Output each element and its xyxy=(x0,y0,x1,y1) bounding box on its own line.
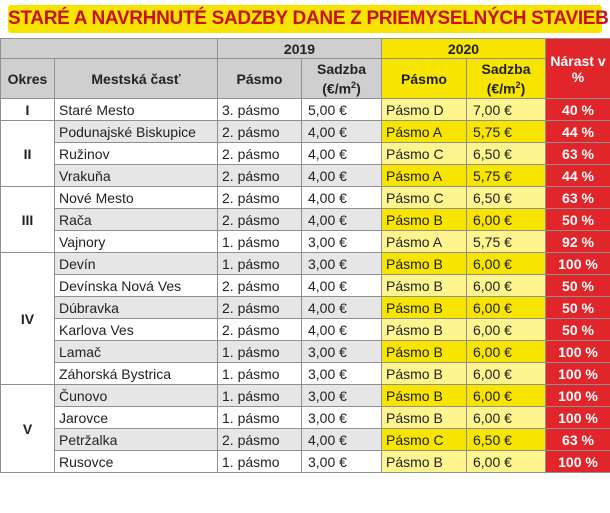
rate-2019-cell: 4,00 € xyxy=(302,187,382,209)
rate-2020-cell: 6,00 € xyxy=(467,319,546,341)
zone-2019-cell: 1. pásmo xyxy=(218,341,302,363)
header-year-2020: 2020 xyxy=(382,39,546,59)
table-row xyxy=(1,209,610,231)
district-cell: Jarovce xyxy=(55,407,218,429)
rate-2020-cell: 6,50 € xyxy=(467,429,546,451)
okres-cell: III xyxy=(1,187,55,253)
header-unit-sup: 2 xyxy=(515,79,521,90)
growth-cell: 63 % xyxy=(546,187,610,209)
rate-2019-cell: 3,00 € xyxy=(302,451,382,473)
zone-2019-cell: 2. pásmo xyxy=(218,275,302,297)
rate-2020-cell: 6,00 € xyxy=(467,451,546,473)
rate-2019-cell: 4,00 € xyxy=(302,165,382,187)
header-row-columns xyxy=(1,59,610,99)
table-row xyxy=(1,429,610,451)
rate-2019-cell: 4,00 € xyxy=(302,429,382,451)
okres-cell: IV xyxy=(1,253,55,385)
okres-cell: V xyxy=(1,385,55,473)
zone-2020-cell: Pásmo B xyxy=(382,319,467,341)
table-row xyxy=(1,99,610,121)
rate-2020-cell: 6,00 € xyxy=(467,297,546,319)
district-cell: Rusovce xyxy=(55,451,218,473)
table-row xyxy=(1,319,610,341)
zone-2019-cell: 1. pásmo xyxy=(218,451,302,473)
growth-cell: 100 % xyxy=(546,341,610,363)
district-cell: Nové Mesto xyxy=(55,187,218,209)
growth-cell: 44 % xyxy=(546,121,610,143)
district-cell: Petržalka xyxy=(55,429,218,451)
okres-cell: II xyxy=(1,121,55,187)
header-unit: (€/m xyxy=(322,80,352,97)
rate-2019-cell: 4,00 € xyxy=(302,319,382,341)
table-row xyxy=(1,363,610,385)
rate-2019-cell: 5,00 € xyxy=(302,99,382,121)
header-unit-end: ) xyxy=(356,80,361,97)
zone-2020-cell: Pásmo B xyxy=(382,407,467,429)
zone-2020-cell: Pásmo B xyxy=(382,451,467,473)
table-row xyxy=(1,121,610,143)
zone-2020-cell: Pásmo A xyxy=(382,121,467,143)
growth-cell: 44 % xyxy=(546,165,610,187)
district-cell: Vajnory xyxy=(55,231,218,253)
header-unit: (€/m xyxy=(486,80,516,97)
rate-2019-cell: 4,00 € xyxy=(302,209,382,231)
table-row xyxy=(1,451,610,473)
header-growth xyxy=(546,39,610,99)
growth-cell: 50 % xyxy=(546,275,610,297)
rate-2019-cell: 4,00 € xyxy=(302,143,382,165)
growth-cell: 40 % xyxy=(546,99,610,121)
zone-2019-cell: 2. pásmo xyxy=(218,429,302,451)
header-pasmo-2020: Pásmo xyxy=(382,59,467,99)
header-unit-sup: 2 xyxy=(351,79,357,90)
rate-2019-cell: 3,00 € xyxy=(302,341,382,363)
rate-2020-cell: 6,00 € xyxy=(467,275,546,297)
zone-2020-cell: Pásmo B xyxy=(382,363,467,385)
rate-2020-cell: 6,00 € xyxy=(467,407,546,429)
zone-2020-cell: Pásmo C xyxy=(382,429,467,451)
table-row xyxy=(1,187,610,209)
header-sadzba-label: Sadzba xyxy=(481,60,531,77)
header-pasmo-2019: Pásmo xyxy=(218,59,302,99)
rate-2019-cell: 4,00 € xyxy=(302,275,382,297)
zone-2020-cell: Pásmo C xyxy=(382,143,467,165)
rate-2020-cell: 6,00 € xyxy=(467,209,546,231)
growth-cell: 50 % xyxy=(546,209,610,231)
district-cell: Devín xyxy=(55,253,218,275)
zone-2019-cell: 2. pásmo xyxy=(218,187,302,209)
district-cell: Lamač xyxy=(55,341,218,363)
district-cell: Dúbravka xyxy=(55,297,218,319)
okres-cell: I xyxy=(1,99,55,121)
rate-2019-cell: 3,00 € xyxy=(302,385,382,407)
page-title: STARÉ A NAVRHNUTÉ SADZBY DANE Z PRIEMYSELNÝCH STAVIEB xyxy=(8,5,602,33)
table-row xyxy=(1,385,610,407)
rate-2020-cell: 6,00 € xyxy=(467,341,546,363)
rate-2019-cell: 4,00 € xyxy=(302,121,382,143)
table-row xyxy=(1,407,610,429)
rate-2020-cell: 6,00 € xyxy=(467,363,546,385)
growth-cell: 100 % xyxy=(546,407,610,429)
zone-2020-cell: Pásmo A xyxy=(382,231,467,253)
district-cell: Záhorská Bystrica xyxy=(55,363,218,385)
zone-2019-cell: 2. pásmo xyxy=(218,297,302,319)
table-row xyxy=(1,165,610,187)
header-growth-label: Nárast v % xyxy=(550,52,606,85)
zone-2019-cell: 1. pásmo xyxy=(218,253,302,275)
rate-2019-cell: 3,00 € xyxy=(302,253,382,275)
table-row xyxy=(1,231,610,253)
rate-2020-cell: 6,50 € xyxy=(467,187,546,209)
rate-2020-cell: 6,00 € xyxy=(467,253,546,275)
rate-2019-cell: 3,00 € xyxy=(302,363,382,385)
table-row xyxy=(1,341,610,363)
zone-2019-cell: 2. pásmo xyxy=(218,165,302,187)
district-cell: Čunovo xyxy=(55,385,218,407)
header-row-years xyxy=(1,39,610,59)
rate-2020-cell: 5,75 € xyxy=(467,165,546,187)
zone-2020-cell: Pásmo B xyxy=(382,385,467,407)
zone-2019-cell: 2. pásmo xyxy=(218,143,302,165)
header-sadzba-2020 xyxy=(467,59,546,99)
header-district: Mestská časť xyxy=(55,59,218,99)
growth-cell: 50 % xyxy=(546,319,610,341)
zone-2019-cell: 1. pásmo xyxy=(218,407,302,429)
header-sadzba-label: Sadzba xyxy=(316,60,366,77)
district-cell: Devínska Nová Ves xyxy=(55,275,218,297)
zone-2020-cell: Pásmo B xyxy=(382,341,467,363)
table-body xyxy=(1,99,610,473)
growth-cell: 63 % xyxy=(546,143,610,165)
district-cell: Karlova Ves xyxy=(55,319,218,341)
rate-2019-cell: 3,00 € xyxy=(302,231,382,253)
tax-rates-table xyxy=(0,38,610,473)
rate-2019-cell: 4,00 € xyxy=(302,297,382,319)
growth-cell: 100 % xyxy=(546,253,610,275)
growth-cell: 63 % xyxy=(546,429,610,451)
growth-cell: 100 % xyxy=(546,385,610,407)
zone-2019-cell: 1. pásmo xyxy=(218,231,302,253)
rate-2020-cell: 6,00 € xyxy=(467,385,546,407)
zone-2020-cell: Pásmo B xyxy=(382,253,467,275)
rate-2020-cell: 5,75 € xyxy=(467,231,546,253)
zone-2020-cell: Pásmo C xyxy=(382,187,467,209)
district-cell: Ružinov xyxy=(55,143,218,165)
header-sadzba-2019 xyxy=(302,59,382,99)
zone-2019-cell: 2. pásmo xyxy=(218,121,302,143)
rate-2020-cell: 6,50 € xyxy=(467,143,546,165)
header-year-2019: 2019 xyxy=(218,39,382,59)
table-row xyxy=(1,143,610,165)
zone-2019-cell: 1. pásmo xyxy=(218,385,302,407)
header-blank xyxy=(1,39,218,59)
district-cell: Rača xyxy=(55,209,218,231)
zone-2019-cell: 2. pásmo xyxy=(218,209,302,231)
growth-cell: 50 % xyxy=(546,297,610,319)
zone-2020-cell: Pásmo B xyxy=(382,275,467,297)
zone-2019-cell: 2. pásmo xyxy=(218,319,302,341)
zone-2020-cell: Pásmo B xyxy=(382,297,467,319)
rate-2020-cell: 5,75 € xyxy=(467,121,546,143)
zone-2020-cell: Pásmo A xyxy=(382,165,467,187)
zone-2020-cell: Pásmo D xyxy=(382,99,467,121)
district-cell: Podunajské Biskupice xyxy=(55,121,218,143)
zone-2020-cell: Pásmo B xyxy=(382,209,467,231)
rate-2019-cell: 3,00 € xyxy=(302,407,382,429)
zone-2019-cell: 3. pásmo xyxy=(218,99,302,121)
growth-cell: 100 % xyxy=(546,363,610,385)
district-cell: Staré Mesto xyxy=(55,99,218,121)
table-row xyxy=(1,253,610,275)
district-cell: Vrakuňa xyxy=(55,165,218,187)
header-okres: Okres xyxy=(1,59,55,99)
growth-cell: 92 % xyxy=(546,231,610,253)
rate-2020-cell: 7,00 € xyxy=(467,99,546,121)
table-row xyxy=(1,275,610,297)
title-bar xyxy=(0,0,610,36)
table-row xyxy=(1,297,610,319)
growth-cell: 100 % xyxy=(546,451,610,473)
header-unit-end: ) xyxy=(520,80,526,97)
zone-2019-cell: 1. pásmo xyxy=(218,363,302,385)
